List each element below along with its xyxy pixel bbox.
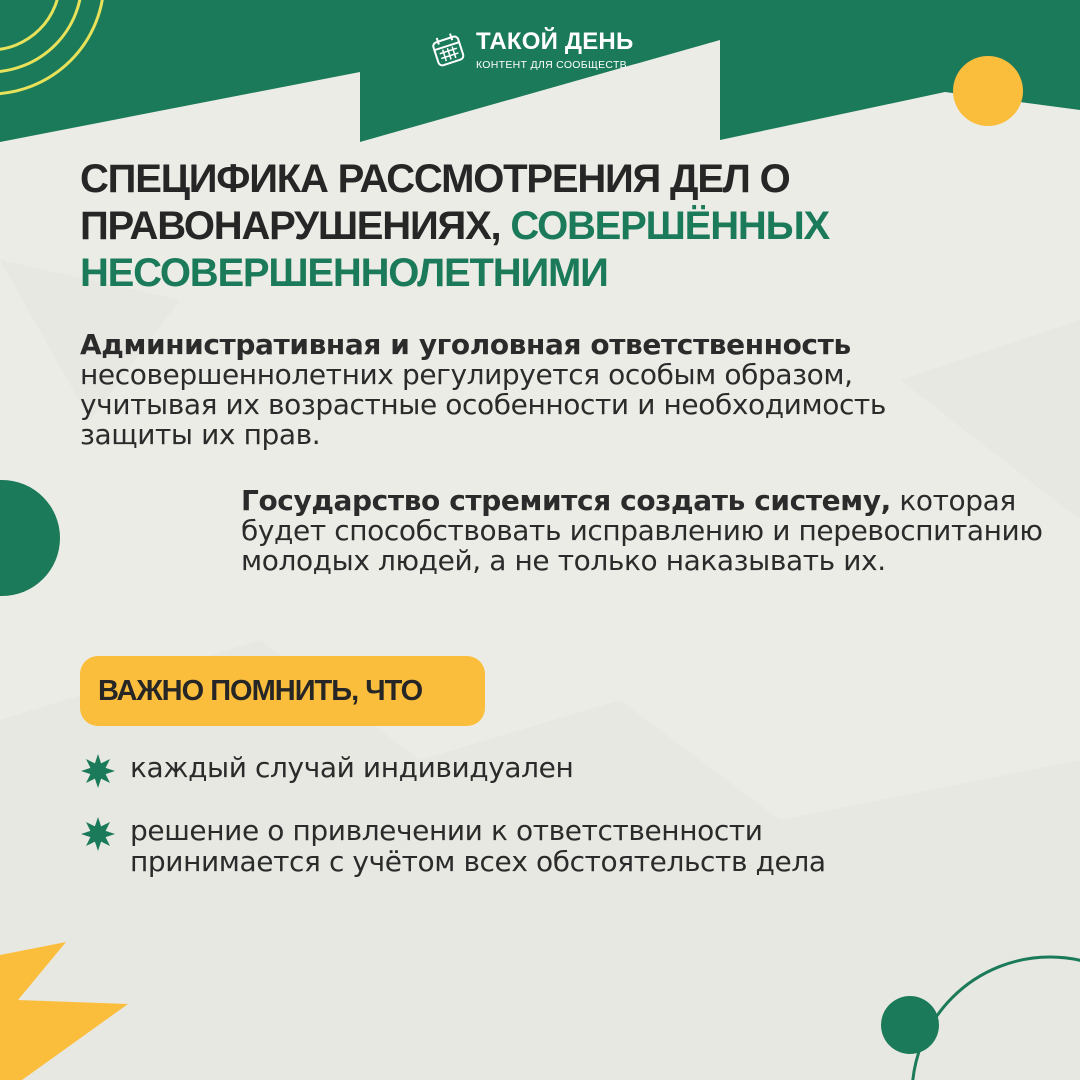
paragraph-state-lead: Государство стремится создать систему, <box>241 484 891 517</box>
green-half-circle <box>0 480 60 596</box>
important-badge <box>80 656 485 726</box>
important-label: ВАЖНО ПОМНИТЬ, ЧТО <box>98 674 423 707</box>
brand-subtitle: КОНТЕНТ ДЛЯ СООБЩЕСТВ <box>476 58 627 71</box>
title-main: СПЕЦИФИКА РАССМОТРЕНИЯ ДЕЛ О ПРАВОНАРУШЕНИЯХ, <box>80 157 790 248</box>
brand-header <box>428 26 633 74</box>
list-item <box>80 752 960 789</box>
star-burst-icon <box>80 753 116 789</box>
paragraph-responsibility-text: несовершеннолетних регулируется особым образом, учитывая их возрастные особенности и необходимость защиты их прав. <box>80 358 886 451</box>
bullet-text: решение о привлечении к ответственности принимается с учётом всех обстоятельств дела <box>130 814 826 878</box>
star-burst-icon <box>80 816 116 852</box>
bullet-text: каждый случай индивидуален <box>130 751 574 784</box>
yellow-circle <box>953 56 1023 126</box>
paragraph-state-text: которая будет способствовать исправлению и перевоспитанию молодых людей, а не только наказывать их. <box>241 484 1043 577</box>
list-item <box>80 815 960 877</box>
paragraph-state <box>241 486 1051 576</box>
green-dot <box>881 996 939 1054</box>
calendar-icon <box>428 30 468 70</box>
bullet-list <box>80 752 960 903</box>
title-highlight: СОВЕРШЁННЫХ НЕСОВЕРШЕННОЛЕТНИМИ <box>80 204 830 295</box>
paragraph-responsibility <box>80 330 980 450</box>
paragraph-responsibility-lead: Административная и уголовная ответственность <box>80 328 851 361</box>
brand-name: ТАКОЙ ДЕНЬ <box>476 27 634 55</box>
page-title <box>80 156 1040 297</box>
